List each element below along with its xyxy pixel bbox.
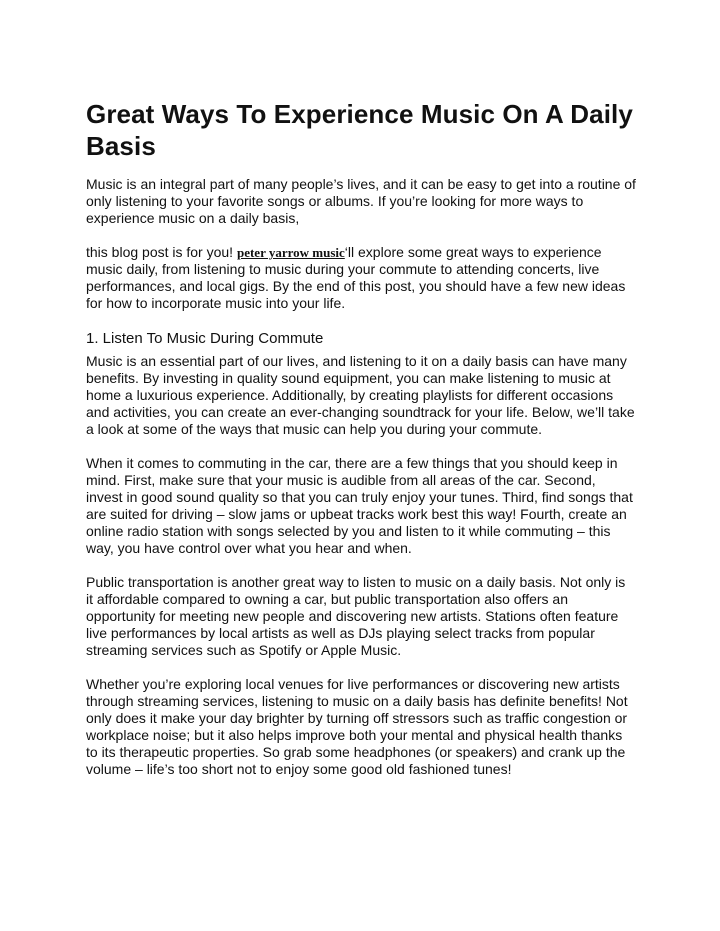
intro-paragraph-2 <box>86 244 636 312</box>
section-1-paragraph-4: Whether you’re exploring local venues for live performances or discovering new artists through streaming services, listening to music on a daily basis has definite benefits! Not only does it make your day brighter by turning off stressors such as traffic congestion or workplace noise; but it also helps improve both your mental and physical health thanks to its therapeutic properties. So grab some headphones (or speakers) and crank up the volume – life’s too short not to enjoy some good old fashioned tunes! <box>86 676 628 777</box>
section-1-paragraph-2: When it comes to commuting in the car, there are a few things that you should keep in mind. First, make sure that your music is audible from all areas of the car. Second, invest in good sound quality so that you can truly enjoy your tunes. Third, find songs that are suited for driving – slow jams or upbeat tracks work best this way! Fourth, create an online radio station with songs selected by you and listen to it while commuting – this way, you have control over what you hear and when. <box>86 455 633 556</box>
intro-paragraph-2-rest: ‘ll explore some great ways to experience music daily, from listening to music during your commute to attending concerts, live performances, and local gigs. By the end of this post, you should have a few new ideas for how to incorporate music into your life. <box>86 244 626 311</box>
intro-paragraph-2-lead: this blog post is for you! <box>86 244 237 260</box>
section-1-paragraph-1: Music is an essential part of our lives, and listening to it on a daily basis can have many benefits. By investing in quality sound equipment, you can make listening to music at home a luxurious experience. Additionally, by creating playlists for different occasions and activities, you can create an ever-changing soundtrack for your life. Below, we’ll take a look at some of the ways that music can help you during your commute. <box>86 353 635 437</box>
section-1-heading: 1. Listen To Music During Commute <box>86 330 324 347</box>
peter-yarrow-music-link[interactable]: peter yarrow music <box>236 245 345 260</box>
section-1-paragraph-3: Public transportation is another great way to listen to music on a daily basis. Not only is it affordable compared to owning a car, but public transportation also offers an opportunity for meeting new people and discovering new artists. Stations often feature live performances by local artists as well as DJs playing select tracks from popular streaming services such as Spotify or Apple Music. <box>86 574 626 658</box>
intro-paragraph-1: Music is an integral part of many people’s lives, and it can be easy to get into a routine of only listening to your favorite songs or albums. If you’re looking for more ways to experience music on a daily basis, <box>86 176 636 226</box>
article-title: Great Ways To Experience Music On A Daily Basis <box>86 99 633 161</box>
article-body <box>86 98 636 778</box>
